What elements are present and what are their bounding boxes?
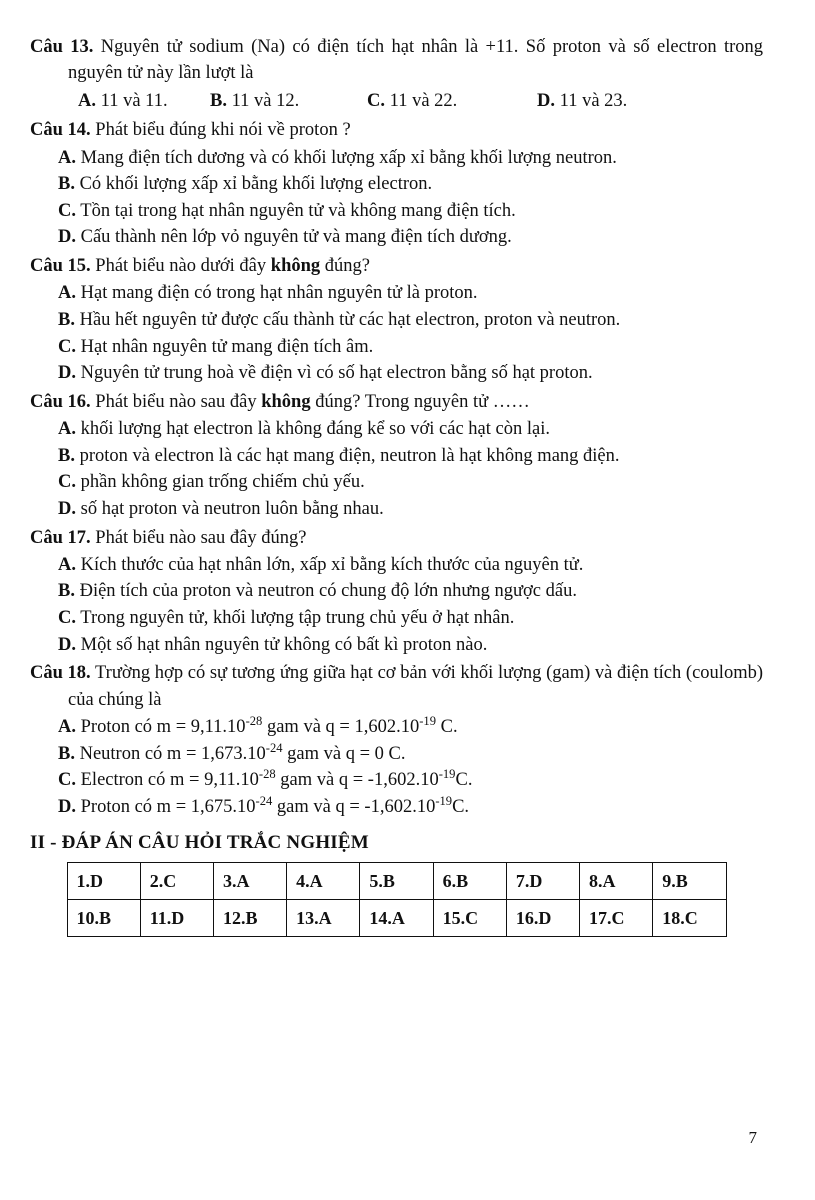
question-text-14: Phát biểu đúng khi nói về proton ? xyxy=(95,120,351,141)
answer-cell: 14.A xyxy=(360,900,433,937)
question-text-15-emphasis: không xyxy=(270,256,321,277)
options-18 xyxy=(30,714,763,821)
question-number-15: Câu 15. xyxy=(30,256,91,277)
answer-cell: 2.C xyxy=(140,863,213,900)
question-stem-18 xyxy=(30,660,763,713)
exponent: -19 xyxy=(438,766,456,781)
question-stem-14 xyxy=(30,117,763,143)
question-block-18 xyxy=(30,660,763,820)
answer-cell: 3.A xyxy=(213,863,286,900)
question-stem-16 xyxy=(30,389,763,415)
options-16 xyxy=(30,416,763,523)
question-text-15-post: đúng? xyxy=(320,256,370,277)
question-block-13 xyxy=(30,34,763,115)
options-17 xyxy=(30,552,763,659)
option-14-c[interactable]: C. Tồn tại trong hạt nhân nguyên tử và không mang điện tích. xyxy=(58,200,516,221)
option-17-a[interactable]: A. Kích thước của hạt nhân lớn, xấp xỉ bằng kích thước của nguyên tử. xyxy=(58,554,584,575)
question-block-15 xyxy=(30,253,763,387)
option-14-b[interactable]: B. Có khối lượng xấp xỉ bằng khối lượng electron. xyxy=(58,174,433,195)
page-number: 7 xyxy=(748,1128,757,1147)
option-16-a[interactable]: A. khối lượng hạt electron là không đáng kể so với các hạt còn lại. xyxy=(58,419,550,440)
question-text-18: Trường hợp có sự tương ứng giữa hạt cơ bản với khối lượng (gam) và điện tích (coulomb) của chúng là xyxy=(68,663,763,710)
option-15-c[interactable]: C. Hạt nhân nguyên tử mang điện tích âm. xyxy=(58,336,374,357)
table-row xyxy=(67,863,726,900)
question-text-13: Nguyên tử sodium (Na) có điện tích hạt nhân là +11. Số proton và số electron trong nguyên tử này lần lượt là xyxy=(68,37,764,84)
options-14 xyxy=(30,145,763,252)
option-18-d[interactable]: D. Proton có $m = 1,675.10^{-24}$ gam và $q = -1,602.10^{-19}C$. xyxy=(58,793,470,817)
option-13-c[interactable]: C. 11 và 22. xyxy=(367,90,458,111)
answer-key-table xyxy=(67,862,727,937)
option-13-d[interactable]: D. 11 và 23. xyxy=(537,90,628,111)
answer-cell: 7.D xyxy=(506,863,579,900)
exponent: -19 xyxy=(419,713,436,728)
question-number-14: Câu 14. xyxy=(30,120,91,141)
option-13-a[interactable]: A. 11 và 11. xyxy=(78,90,168,111)
answer-cell: 6.B xyxy=(433,863,506,900)
options-13 xyxy=(30,88,763,116)
option-17-d[interactable]: D. Một số hạt nhân nguyên tử không có bất kì proton nào. xyxy=(58,634,488,655)
option-17-b[interactable]: B. Điện tích của proton và neutron có chung độ lớn nhưng ngược dấu. xyxy=(58,581,577,602)
answer-cell: 11.D xyxy=(140,900,213,937)
question-block-16 xyxy=(30,389,763,523)
exponent: -24 xyxy=(265,740,283,755)
answer-cell: 10.B xyxy=(67,900,140,937)
answer-cell: 5.B xyxy=(360,863,433,900)
answer-cell: 13.A xyxy=(287,900,360,937)
option-row-13 xyxy=(30,88,763,116)
answer-section-title: II - ĐÁP ÁN CÂU HỎI TRẮC NGHIỆM xyxy=(30,832,369,854)
option-16-d[interactable]: D. số hạt proton và neutron luôn bằng nhau. xyxy=(58,498,384,519)
options-15 xyxy=(30,280,763,387)
option-15-d[interactable]: D. Nguyên tử trung hoà về điện vì có số hạt electron bằng số hạt proton. xyxy=(58,363,593,384)
option-18-b[interactable]: B. Neutron có $m = 1,673.10^{-24}$ gam và q = 0 C. xyxy=(58,740,406,764)
answer-cell: 12.B xyxy=(213,900,286,937)
option-15-b[interactable]: B. Hầu hết nguyên tử được cấu thành từ các hạt electron, proton và neutron. xyxy=(58,309,621,330)
question-stem-15 xyxy=(30,253,763,279)
answer-cell: 16.D xyxy=(506,900,579,937)
option-16-c[interactable]: C. phần không gian trống chiếm chủ yếu. xyxy=(58,472,365,493)
answer-cell: 1.D xyxy=(67,863,140,900)
table-row xyxy=(67,900,726,937)
question-text-16-emphasis: không xyxy=(261,391,311,412)
exponent: -24 xyxy=(255,793,273,808)
question-stem-17 xyxy=(30,525,763,551)
exponent: -28 xyxy=(258,766,276,781)
option-18-c[interactable]: C. Electron có $m = 9,11.10^{-28}$ gam và $q = -1,602.10^{-19}C$. xyxy=(58,766,473,791)
option-14-d[interactable]: D. Cấu thành nên lớp vỏ nguyên tử và mang điện tích dương. xyxy=(58,227,512,248)
answer-cell: 18.C xyxy=(653,900,726,937)
question-number-13: Câu 13. xyxy=(30,37,94,57)
option-14-a[interactable]: A. Mang điện tích dương và có khối lượng xấp xỉ bằng khối lượng neutron. xyxy=(58,147,617,168)
option-18-a[interactable]: A. Proton có $m = 9,11.10^{-28}$ gam và $q = 1,602.10^{-19}$ C. xyxy=(58,713,458,737)
option-13-b[interactable]: B. 11 và 12. xyxy=(210,90,300,111)
question-text-16-pre: Phát biểu nào sau đây xyxy=(95,391,262,412)
question-text-15-pre: Phát biểu nào dưới đây xyxy=(95,256,271,277)
answer-cell: 9.B xyxy=(653,863,726,900)
option-15-a[interactable]: A. Hạt mang điện có trong hạt nhân nguyên tử là proton. xyxy=(58,283,478,304)
question-number-18: Câu 18. xyxy=(30,663,91,684)
option-16-b[interactable]: B. proton và electron là các hạt mang điện, neutron là hạt không mang điện. xyxy=(58,445,620,466)
question-number-17: Câu 17. xyxy=(30,527,91,548)
answer-cell: 17.C xyxy=(580,900,653,937)
answer-cell: 8.A xyxy=(580,863,653,900)
answer-cell: 15.C xyxy=(433,900,506,937)
question-block-14 xyxy=(30,117,763,251)
question-stem-13 xyxy=(30,34,763,87)
question-block-17 xyxy=(30,525,763,659)
exponent: -19 xyxy=(435,793,453,808)
question-text-17: Phát biểu nào sau đây đúng? xyxy=(95,527,307,548)
question-text-16-post: đúng? Trong nguyên tử …… xyxy=(310,391,530,412)
question-number-16: Câu 16. xyxy=(30,391,91,412)
option-17-c[interactable]: C. Trong nguyên tử, khối lượng tập trung chủ yếu ở hạt nhân. xyxy=(58,608,515,629)
answer-cell: 4.A xyxy=(287,863,360,900)
exponent: -28 xyxy=(245,713,263,728)
